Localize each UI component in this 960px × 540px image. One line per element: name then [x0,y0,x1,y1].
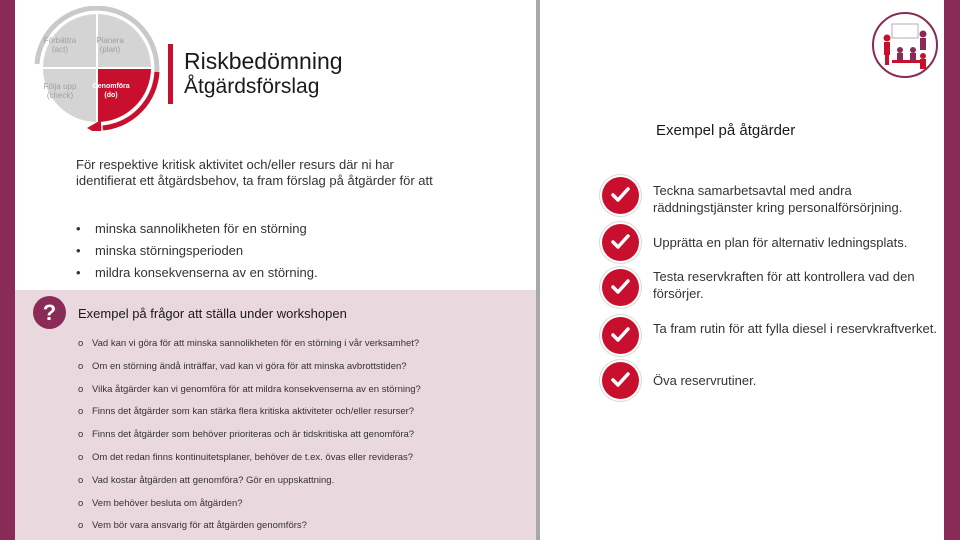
list-item: o Vad kostar åtgärden att genomföra? Gör en uppskattning. [78,475,421,498]
intro-text: För respektive kritisk aktivitet och/eller resurs där ni har identifierat ett åtgärdsbehov, ta fram förslag på åtgärder för att [76,157,433,188]
list-item: o Om det redan finns kontinuitetsplaner, behöver de t.ex. övas eller revideras? [78,452,421,475]
workshop-people-icon [870,10,940,80]
intro-bullet-list [76,221,318,287]
list-item: o Finns det åtgärder som behöver prioriteras och är tidskritiska att genomföra? [78,429,421,452]
list-item: o Vad kan vi göra för att minska sannolikheten för en störning i vår verksamhet? [78,338,421,361]
checkmark-icon [602,317,639,354]
page-subtitle: Åtgärdsförslag [184,75,320,98]
checkmark-icon [602,362,639,399]
list-item: o Om en störning ändå inträffar, vad kan vi göra för att minska avbrottstiden? [78,361,421,384]
example-action-item: Öva reservrutiner. [653,373,757,388]
list-item: o Vem behöver besluta om åtgärden? [78,498,421,521]
title-accent-bar [168,44,173,104]
question-mark-icon: ? [33,296,66,329]
pdca-cycle-diagram [30,6,165,131]
list-item: • minska sannolikheten för en störning [76,221,318,243]
checkmark-icon [602,177,639,214]
column-divider [536,0,540,540]
workshop-question-list [78,338,421,540]
example-action-item: Testa reservkraften för att kontrollera vad den försörjer. [653,269,915,301]
cycle-label-check: Följa upp (check) [43,82,77,100]
cycle-label-do: Genomföra (do) [92,83,130,99]
list-item: o Vem bör vara ansvarig för att åtgärden genomförs? [78,520,421,540]
examples-heading: Exempel på åtgärder [656,122,796,139]
example-action-item: Ta fram rutin för att fylla diesel i reservkraftverket. [653,321,937,336]
list-item: • minska störningsperioden [76,243,318,265]
checkmark-icon [602,224,639,261]
cycle-label-act: Förbättra (act) [43,36,77,54]
page-title: Riskbedömning [184,48,343,74]
right-accent-stripe [944,0,960,540]
list-item: • mildra konsekvenserna av en störning. [76,265,318,287]
checkmark-icon [602,269,639,306]
pdca-cycle-graphic [30,6,165,131]
workshop-heading: Exempel på frågor att ställa under workshopen [78,306,347,321]
list-item: o Vilka åtgärder kan vi genomföra för att mildra konsekvenserna av en störning? [78,384,421,407]
cycle-label-plan: Planera (plan) [96,36,124,54]
left-accent-stripe [0,0,15,540]
example-action-item: Upprätta en plan för alternativ ledningsplats. [653,235,908,250]
list-item: o Finns det åtgärder som kan stärka flera kritiska aktiviteter och/eller resurser? [78,406,421,429]
example-action-item: Teckna samarbetsavtal med andra räddningstjänster kring personalförsörjning. [653,183,903,215]
